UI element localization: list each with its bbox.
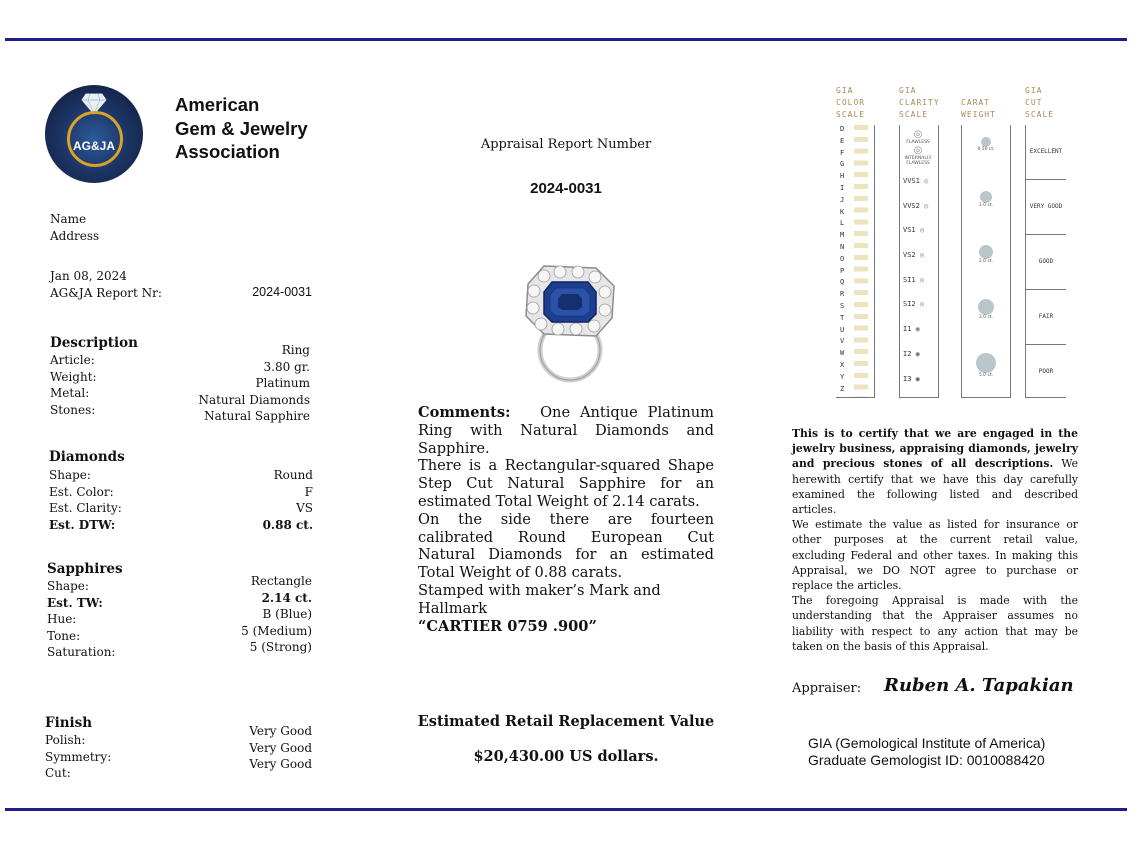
color-grade: X: [840, 360, 845, 369]
clarity-stone-icon: ◉: [915, 349, 920, 358]
comments-paragraph-1: [418, 404, 714, 457]
description-label: Stones:: [50, 402, 96, 417]
color-diamond-marks: [854, 125, 868, 397]
color-grade: I: [840, 183, 845, 192]
description-labels: [50, 352, 160, 418]
appraiser-credential-line: GIA (Gemological Institute of America): [808, 735, 1046, 751]
description-label: Weight:: [50, 369, 97, 384]
color-scale-title-line: COLOR: [836, 98, 866, 107]
certification-intro: This is to certify that we are engaged in the jewelry business, appraising diamonds, jewelry and precious stones of all descriptions.: [792, 427, 1078, 471]
diamonds-value: F: [304, 484, 313, 499]
bottom-rule: [5, 808, 1127, 811]
diamonds-heading: Diamonds: [49, 449, 125, 465]
color-grade: K: [840, 207, 845, 216]
carat-weights: [962, 137, 1010, 407]
certification-paragraph-3: The foregoing Appraisal is made with the understanding that the Appraiser assumes no liability with respect to any action that may be taken on the basis of this Appraisal.: [792, 594, 1078, 653]
clarity-grade-label: VS2: [903, 251, 916, 260]
sapphires-value: Rectangle: [250, 574, 312, 588]
clarity-grade-label: I1: [903, 325, 912, 334]
color-grade: R: [840, 290, 845, 299]
cut-scale-title-line: SCALE: [1025, 110, 1055, 119]
clarity-grade-label: VVS2: [903, 201, 920, 210]
clarity-top-grade: INTERNALLY FLAWLESS: [904, 156, 932, 166]
carat-label: 3.0 ct.: [978, 315, 994, 320]
description-value: Natural Diamonds: [198, 392, 310, 407]
carat-diamond-icon: [979, 245, 993, 259]
color-grade: J: [840, 195, 845, 204]
clarity-stone-icon: ◎: [919, 251, 925, 260]
carat-item: [962, 191, 1010, 245]
description-label: Metal:: [50, 386, 90, 400]
finish-value: Very Good: [249, 740, 312, 755]
carat-weight-title-line: CARAT: [961, 98, 991, 107]
carat-label: 5.0 ct.: [978, 373, 994, 378]
org-name: [175, 93, 308, 164]
cut-scale-title: [1025, 85, 1054, 121]
certification-intro-rest: We herewith certify that we have this day carefully examined the following listed and described articles.: [792, 457, 1078, 517]
sapphires-value: 5 (Strong): [249, 640, 312, 654]
sapphires-value: 2.14 ct.: [261, 590, 312, 605]
sapphires-label: Shape:: [47, 579, 89, 593]
color-grade: T: [840, 313, 845, 322]
carat-item: [962, 299, 1010, 353]
clarity-grade-label: VVS1: [903, 177, 920, 185]
description-label: Article:: [50, 353, 95, 367]
diamonds-value: Round: [273, 468, 313, 482]
description-values: [160, 342, 310, 425]
diamonds-label: Shape:: [49, 468, 91, 482]
color-grade: S: [840, 301, 845, 310]
hallmark-text: “CARTIER 0759 .900”: [418, 617, 597, 635]
appraisal-report-number: 2024-0031: [530, 180, 602, 197]
clarity-grade: [903, 177, 937, 202]
comments-label: Comments:: [418, 404, 511, 421]
clarity-grade-label: I3: [903, 374, 912, 383]
top-rule: [5, 38, 1127, 41]
certification-paragraph-1: [792, 426, 1078, 517]
clarity-grade: [903, 375, 937, 400]
report-nr-value: 2024-0031: [252, 285, 312, 299]
diamonds-label: Est. Color:: [49, 484, 114, 499]
cut-grade: FAIR: [1026, 290, 1066, 345]
color-grade: D: [840, 125, 845, 133]
association-logo: [45, 85, 143, 183]
carat-diamond-icon: [978, 299, 994, 315]
cut-grade: VERY GOOD: [1026, 180, 1066, 235]
clarity-grades: [903, 177, 937, 399]
description-heading: Description: [50, 335, 138, 351]
logo-text: AG&JA: [72, 139, 115, 153]
clarity-grade: [903, 325, 937, 350]
clarity-stone-icon: ◎: [924, 201, 929, 210]
color-grade: W: [840, 349, 845, 358]
color-grade: O: [840, 254, 845, 263]
appraiser-credential-line: Graduate Gemologist ID: 0010088420: [808, 752, 1045, 768]
name-label: Name: [50, 212, 87, 226]
clarity-scale-title: [899, 85, 940, 121]
color-grade: P: [840, 266, 845, 275]
comments-block: [418, 404, 714, 635]
clarity-grade: [903, 251, 937, 276]
color-scale-title-line: SCALE: [836, 110, 866, 119]
comments-text-1: One Antique Platinum Ring with Natural Diamonds and Sapphire.: [418, 404, 715, 457]
finish-heading: Finish: [45, 715, 93, 731]
carat-label: 0.50 ct.: [977, 147, 995, 152]
clarity-grade: [903, 202, 937, 227]
clarity-stone-icon: ◎: [919, 275, 925, 284]
carat-diamond-icon: [981, 137, 991, 147]
carat-item: [962, 245, 1010, 299]
cut-grades: [1026, 125, 1066, 399]
address-label: Address: [50, 229, 100, 243]
clarity-stone-icon: ◎: [919, 300, 925, 309]
color-grade: Z: [840, 384, 845, 393]
clarity-grade: [903, 350, 937, 375]
clarity-flawless-group: [900, 129, 936, 166]
carat-label: 2.0 ct.: [978, 259, 994, 264]
finish-labels: [45, 732, 155, 782]
certification-paragraph-2: We estimate the value as listed for insurance or other purposes at the current retail value, excluding Federal and other taxes. In making this Appraisal, we DO NOT agree to purchase or replace the articles.: [792, 518, 1078, 593]
org-name-line2: Gem & Jewelry: [175, 117, 308, 139]
clarity-stone-icon: ◎: [919, 226, 925, 235]
org-name-line1: American: [175, 94, 260, 115]
diamonds-value: VS: [296, 501, 313, 515]
comments-paragraph-3: On the side there are fourteen calibrated Round European Cut Natural Diamonds for an estimated Total Weight of 0.88 carats.: [418, 510, 714, 582]
clarity-scale-title-line: GIA: [899, 86, 917, 95]
finish-value: Very Good: [249, 724, 312, 738]
cut-grade: EXCELLENT: [1026, 125, 1066, 180]
value-label: Estimated Retail Replacement Value: [417, 713, 715, 730]
cut-scale-title-line: CUT: [1025, 98, 1043, 107]
diamonds-label: Est. DTW:: [49, 517, 116, 532]
diamonds-value: 0.88 ct.: [262, 517, 313, 532]
clarity-scale-title-line: SCALE: [899, 110, 929, 119]
clarity-scale-title-line: CLARITY: [899, 98, 940, 107]
diamonds-values: [163, 467, 313, 533]
color-grade: L: [840, 219, 845, 228]
cut-grade: POOR: [1038, 368, 1054, 375]
sapphires-label: Hue:: [47, 612, 77, 626]
appraiser-credentials: [808, 735, 1045, 769]
finish-value: Very Good: [249, 757, 312, 771]
sapphires-label: Est. TW:: [47, 595, 103, 610]
sapphires-label: Saturation:: [47, 645, 116, 659]
color-grade: H: [840, 172, 845, 181]
color-grade: N: [840, 242, 845, 251]
finish-label: Cut:: [45, 766, 71, 780]
clarity-grade: [903, 276, 937, 301]
sapphires-value: 5 (Medium): [241, 623, 312, 638]
carat-weight-title-line: WEIGHT: [961, 110, 996, 119]
color-grade: Q: [840, 278, 845, 287]
clarity-stone-icon: ◎: [924, 177, 929, 185]
description-value: Natural Sapphire: [204, 409, 310, 423]
clarity-stone-icon: ◎: [913, 145, 923, 156]
report-nr-label: AG&JA Report Nr:: [50, 286, 162, 300]
cut-grade: GOOD: [1026, 235, 1066, 290]
clarity-top-grade: FLAWLESS: [906, 140, 930, 145]
color-grade: U: [840, 325, 845, 334]
color-scale-title: [836, 85, 865, 121]
sapphires-values: [162, 573, 312, 656]
sapphires-heading: Sapphires: [47, 561, 123, 577]
report-date: Jan 08, 2024: [50, 269, 127, 283]
appraisal-report-title: Appraisal Report Number: [480, 137, 652, 152]
org-name-line3: Association: [175, 141, 280, 162]
clarity-grade-label: I2: [903, 349, 912, 358]
carat-weight-title: [961, 97, 996, 121]
finish-values: [162, 723, 312, 773]
color-grade: V: [840, 337, 845, 346]
sapphires-label: Tone:: [47, 628, 81, 643]
clarity-grade: [903, 300, 937, 325]
finish-label: Symmetry:: [45, 749, 112, 764]
carat-diamond-icon: [976, 353, 996, 373]
carat-item: [962, 353, 1010, 407]
value-amount: $20,430.00 US dollars.: [473, 748, 659, 765]
diamonds-label: Est. Clarity:: [49, 501, 122, 515]
clarity-stone-icon: ◉: [915, 374, 920, 383]
color-grade: F: [840, 148, 845, 157]
color-grade: M: [840, 231, 845, 240]
comments-paragraph-4: Stamped with maker’s Mark and Hallmark: [418, 581, 661, 617]
color-grade: Y: [840, 372, 845, 381]
ring-photo: [508, 258, 620, 386]
cut-scale-title-line: GIA: [1025, 86, 1043, 95]
clarity-grade: [903, 226, 937, 251]
clarity-grade-label: SI2: [903, 300, 916, 309]
description-value: 3.80 gr.: [263, 359, 310, 374]
carat-label: 1.0 ct.: [978, 203, 994, 208]
clarity-stone-icon: ◎: [913, 129, 923, 140]
comments-paragraph-2: There is a Rectangular-squared Shape Step Cut Natural Sapphire for an estimated Total Weight of 2.14 carats.: [418, 457, 714, 510]
color-grade: G: [840, 160, 845, 169]
finish-label: Polish:: [45, 733, 86, 747]
carat-diamond-icon: [980, 191, 992, 203]
color-scale-title-line: GIA: [836, 86, 854, 95]
appraiser-label: Appraiser:: [792, 681, 862, 696]
certification-text: [792, 426, 1078, 654]
description-value: Ring: [281, 343, 310, 357]
sapphires-labels: [47, 578, 157, 661]
description-value: Platinum: [255, 376, 310, 390]
carat-item: [962, 137, 1010, 191]
clarity-grade-label: VS1: [903, 226, 916, 235]
clarity-stone-icon: ◉: [915, 325, 920, 334]
appraiser-signature: Ruben A. Tapakian: [884, 675, 1074, 696]
gia-scales-chart: [812, 85, 1072, 400]
color-grade: E: [840, 136, 845, 145]
diamonds-labels: [49, 467, 159, 533]
clarity-grade-label: SI1: [903, 275, 916, 284]
sapphires-value: B (Blue): [262, 607, 312, 621]
